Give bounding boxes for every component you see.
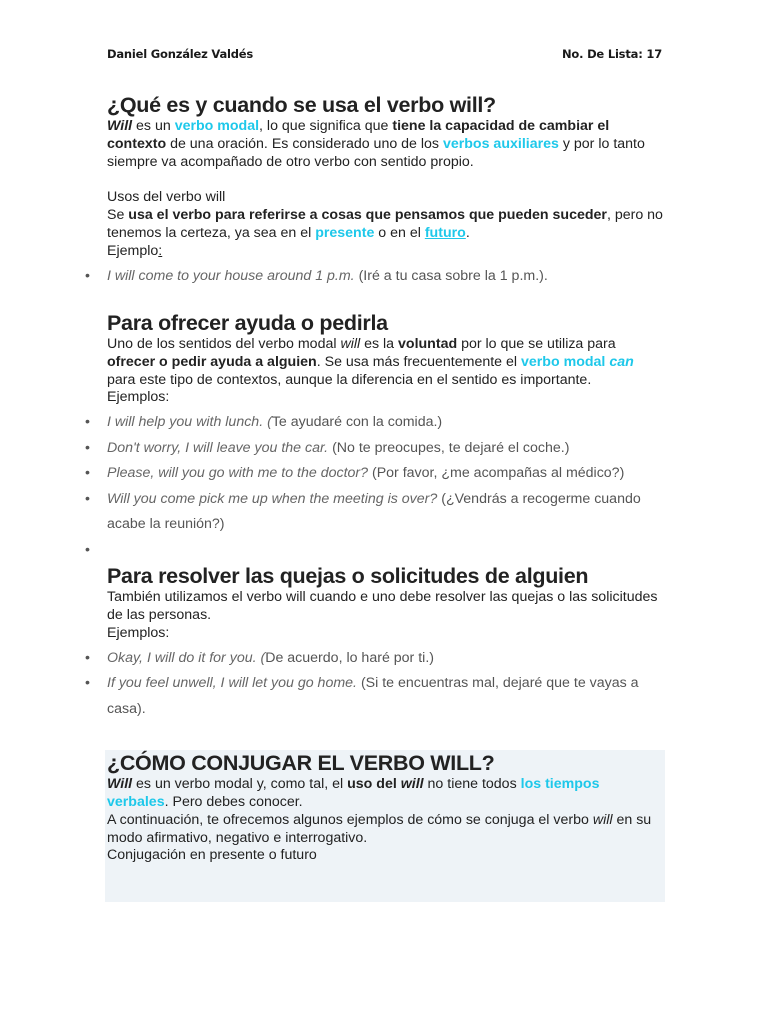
link-presente[interactable]: presente — [315, 224, 375, 241]
link-verbo-modal[interactable]: verbo modal — [174, 118, 260, 134]
ejemplo-label: Ejemplo: — [107, 242, 163, 259]
list-item: • Please, will you go with me to the doctor? (Por favor, ¿me acompañas al médico?) — [107, 461, 663, 487]
link-verbo-modal-can[interactable]: verbo modal can — [521, 353, 634, 370]
bullet-icon: • — [85, 649, 90, 666]
section-2-title: Para ofrecer ayuda o pedirla — [107, 311, 388, 336]
link-tiempos-verbales[interactable]: los tiempos verbales — [107, 776, 600, 810]
bullet-icon: • — [85, 541, 90, 558]
section-4-paragraph-2: A continuación, te ofrecemos algunos ejemplos de cómo se conjuga el verbo will en su modo afirmativo, negativo e interrogativo. — [107, 811, 652, 846]
section-4-paragraph-3: Conjugación en presente o futuro — [107, 847, 317, 864]
list-item: • Don't worry, I will leave you the car. (No te preocupes, te dejaré el coche.) — [107, 436, 663, 462]
link-verbos-auxiliares[interactable]: verbos auxiliares — [442, 135, 559, 152]
list-item: • I will help you with lunch. (Te ayudaré con la comida.) — [107, 410, 663, 436]
list-item: • I will come to your house around 1 p.m. (Iré a tu casa sobre la 1 p.m.). — [107, 264, 663, 290]
ejemplos-label: Ejemplos: — [107, 624, 170, 641]
list-number: No. De Lista: 17 — [561, 47, 662, 61]
document-body — [85, 92, 663, 902]
bullet-icon: • — [85, 490, 90, 507]
section-3-title: Para resolver las quejas o solicitudes de alguien — [107, 564, 589, 589]
list-item: • Will you come pick me up when the meeting is over? (¿Vendrás a recogerme cuando acabe la reunión?) — [107, 487, 663, 538]
section-2-paragraph: Uno de los sentidos del verbo modal will es la voluntad por lo que se utiliza para ofrecer o pedir ayuda a alguien. Se usa más frecuentemente el verbo modal can para este tipo de contextos, aunque la diferencia en el sentido es importante. — [107, 336, 634, 388]
conjugation-box — [105, 750, 665, 902]
link-futuro[interactable]: futuro — [424, 224, 466, 241]
section-1-usos-paragraph: Se usa el verbo para referirse a cosas que pensamos que pueden suceder, pero no tenemos la certeza, ya sea en el presente o en el futuro. — [107, 207, 663, 241]
spacer — [107, 171, 663, 189]
section-4-title: ¿CÓMO CONJUGAR EL VERBO WILL? — [107, 751, 495, 776]
bullet-icon: • — [85, 465, 90, 482]
section-1-paragraph: Will es un verbo modal, lo que significa que tiene la capacidad de cambiar el contexto de una oración. Es considerado uno de los verbos auxiliares y por lo tanto siempre va acompañado de otro verbo con sentido propio. — [107, 118, 645, 170]
section-3-examples — [85, 646, 663, 723]
bullet-icon: • — [85, 675, 90, 692]
author-name: Daniel González Valdés — [107, 47, 254, 61]
list-item: • If you feel unwell, I will let you go home. (Si te encuentras mal, dejaré que te vayas a casa). — [107, 671, 663, 722]
bullet-icon: • — [85, 267, 90, 284]
ejemplos-label: Ejemplos: — [107, 389, 170, 406]
section-2-examples — [85, 410, 663, 563]
section-1-examples — [85, 264, 663, 290]
usos-label: Usos del verbo will — [107, 189, 226, 206]
section-1-title: ¿Qué es y cuando se usa el verbo will? — [107, 93, 496, 117]
empty-list-item — [85, 538, 663, 564]
bullet-icon: • — [85, 439, 90, 456]
section-4-paragraph-1: Will es un verbo modal y, como tal, el uso del will no tiene todos los tiempos verbales. Pero debes conocer. — [107, 776, 600, 810]
page-header — [107, 47, 662, 61]
list-item: • Okay, I will do it for you. (De acuerdo, lo haré por ti.) — [107, 646, 663, 672]
section-3-paragraph: También utilizamos el verbo will cuando e uno debe resolver las quejas o las solicitudes de las personas. — [107, 589, 658, 624]
bullet-icon: • — [85, 414, 90, 431]
